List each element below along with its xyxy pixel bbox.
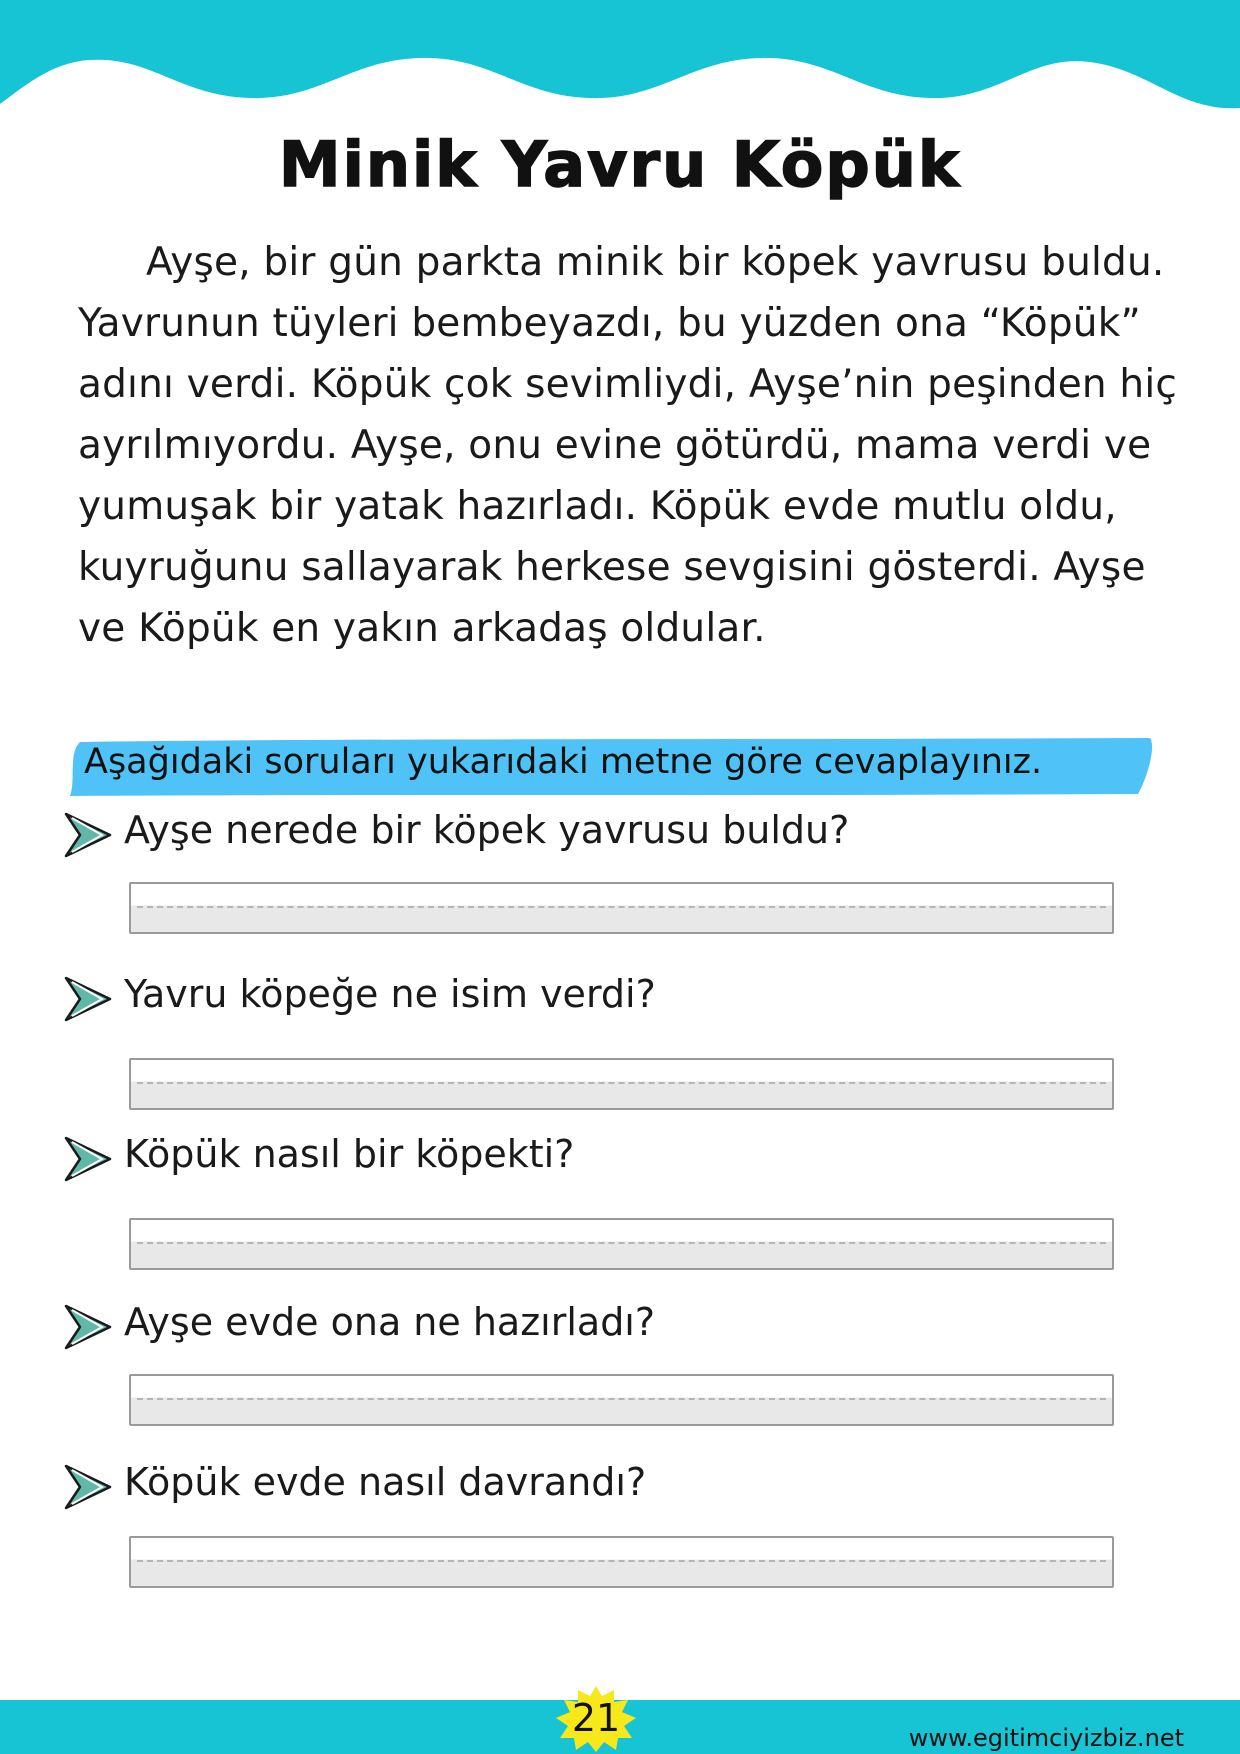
arrow-bullet-icon [62, 1304, 114, 1350]
instruction-banner [66, 736, 1156, 798]
question-text: Köpük evde nasıl davrandı? [124, 1460, 647, 1504]
question-text: Yavru köpeğe ne isim verdi? [124, 972, 656, 1016]
arrow-bullet-icon [62, 976, 114, 1022]
question-text: Köpük nasıl bir köpekti? [124, 1132, 575, 1176]
dashed-guide-line [137, 1398, 1106, 1400]
story-paragraph: Ayşe, bir gün parkta minik bir köpek yavrusu buldu. Yavrunun tüyleri bembeyazdı, bu yüzden ona “Köpük” adını verdi. Köpük çok sevimliydi, Ayşe’nin peşinden hiç ayrılmıyordu. Ayşe, onu evine götürdü, mama verdi ve yumuşak bir yatak hazırladı. Köpük evde mutlu oldu, kuyruğunu sallayarak herkese sevgisini gösterdi. Ayşe ve Köpük en yakın arkadaş oldular. [78, 240, 1178, 651]
question-text: Ayşe nerede bir köpek yavrusu buldu? [124, 808, 850, 852]
page-number: 21 [571, 1696, 621, 1740]
question-text: Ayşe evde ona ne hazırladı? [124, 1300, 656, 1344]
dashed-guide-line [137, 1242, 1106, 1244]
arrow-bullet-icon [62, 1136, 114, 1182]
question-item [62, 1460, 1212, 1520]
answer-box[interactable] [129, 1058, 1114, 1110]
question-item [62, 1132, 1212, 1192]
instruction-text: Aşağıdaki soruları yukarıdaki metne göre cevaplayınız. [84, 742, 1043, 782]
answer-box[interactable] [129, 1374, 1114, 1426]
arrow-bullet-icon [62, 1464, 114, 1510]
question-item [62, 1300, 1212, 1360]
answer-box[interactable] [129, 1536, 1114, 1588]
header-wave [0, 0, 1240, 120]
dashed-guide-line [137, 906, 1106, 908]
website-link[interactable]: www.egitimciyizbiz.net [908, 1724, 1184, 1752]
question-item [62, 808, 1212, 868]
dashed-guide-line [137, 1560, 1106, 1562]
question-item [62, 972, 1212, 1032]
page-number-badge [548, 1680, 644, 1754]
page-title: Minik Yavru Köpük [278, 128, 962, 201]
answer-box[interactable] [129, 882, 1114, 934]
dashed-guide-line [137, 1082, 1106, 1084]
arrow-bullet-icon [62, 812, 114, 858]
answer-box[interactable] [129, 1218, 1114, 1270]
